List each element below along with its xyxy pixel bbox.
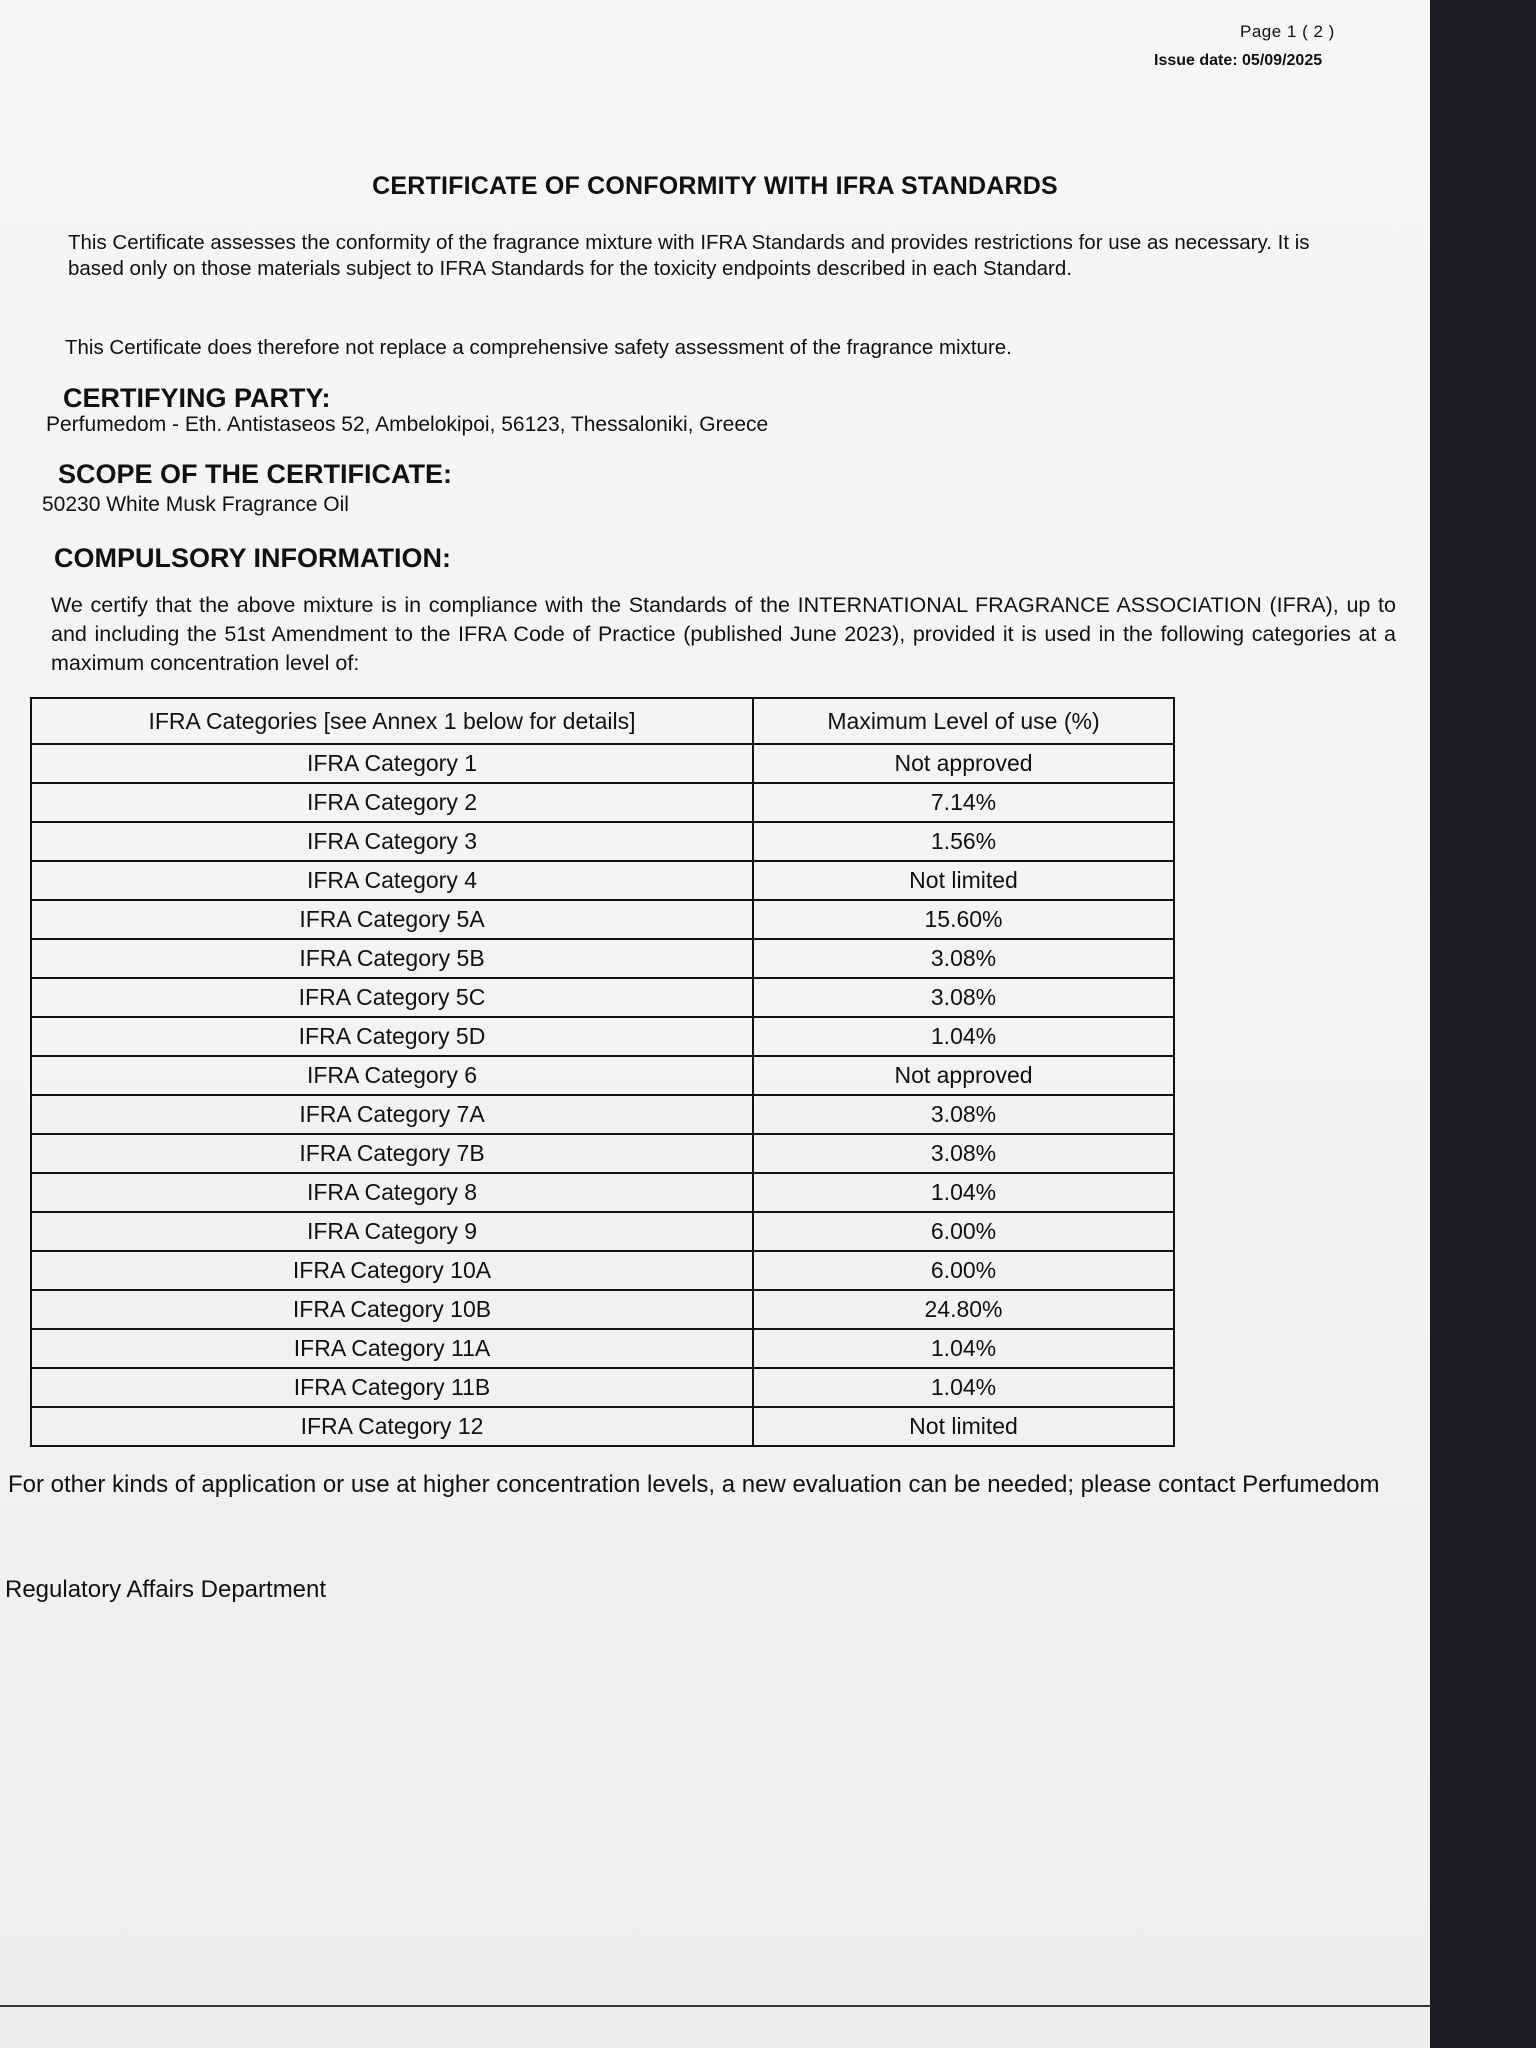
ifra-category-table <box>30 697 1175 1447</box>
intro-paragraph: This Certificate assesses the conformity of the fragrance mixture with IFRA Standards and provides restrictions for use as necessary. It is based only on those materials subject to IFRA Standards for the toxicity endpoints described in each Standard. <box>68 231 1310 280</box>
max-level-cell: 1.56% <box>753 822 1174 861</box>
column-header-max-level: Maximum Level of use (%) <box>753 698 1174 744</box>
table-row <box>31 1017 1174 1056</box>
bottom-rule <box>0 2005 1430 2007</box>
max-level-cell: 7.14% <box>753 783 1174 822</box>
category-cell: IFRA Category 5D <box>31 1017 753 1056</box>
page-number: Page 1 ( 2 ) <box>1240 22 1335 41</box>
category-cell: IFRA Category 10B <box>31 1290 753 1329</box>
scope-heading: SCOPE OF THE CERTIFICATE: <box>58 459 453 489</box>
table-row <box>31 822 1174 861</box>
department-name: Regulatory Affairs Department <box>5 1576 327 1603</box>
table-body <box>31 744 1174 1446</box>
table-row <box>31 1173 1174 1212</box>
table-row <box>31 1056 1174 1095</box>
max-level-cell: 6.00% <box>753 1251 1174 1290</box>
category-cell: IFRA Category 7A <box>31 1095 753 1134</box>
table-row <box>31 1095 1174 1134</box>
category-cell: IFRA Category 11B <box>31 1368 753 1407</box>
certifying-party-heading: CERTIFYING PARTY: <box>63 383 331 413</box>
compulsory-heading: COMPULSORY INFORMATION: <box>54 543 451 573</box>
table-row <box>31 900 1174 939</box>
compulsory-text: We certify that the above mixture is in compliance with the Standards of the INTERNATIONAL FRAGRANCE ASSOCIATION (IFRA), up to and including the 51st Amendment to the IFRA Code of Practice (published June 2023), provided it is used in the following categories at a maximum concentration level of: <box>51 593 1396 675</box>
max-level-cell: 1.04% <box>753 1368 1174 1407</box>
category-cell: IFRA Category 10A <box>31 1251 753 1290</box>
column-header-category: IFRA Categories [see Annex 1 below for details] <box>31 698 753 744</box>
category-cell: IFRA Category 1 <box>31 744 753 783</box>
max-level-cell: 1.04% <box>753 1329 1174 1368</box>
disclaimer-paragraph: This Certificate does therefore not replace a comprehensive safety assessment of the fragrance mixture. <box>65 336 1012 359</box>
max-level-cell: 15.60% <box>753 900 1174 939</box>
issue-date: Issue date: 05/09/2025 <box>1154 52 1323 69</box>
category-cell: IFRA Category 5B <box>31 939 753 978</box>
table-row <box>31 1134 1174 1173</box>
max-level-cell: 6.00% <box>753 1212 1174 1251</box>
category-cell: IFRA Category 7B <box>31 1134 753 1173</box>
category-cell: IFRA Category 3 <box>31 822 753 861</box>
category-cell: IFRA Category 6 <box>31 1056 753 1095</box>
table-row <box>31 939 1174 978</box>
max-level-cell: 1.04% <box>753 1017 1174 1056</box>
category-cell: IFRA Category 11A <box>31 1329 753 1368</box>
category-cell: IFRA Category 4 <box>31 861 753 900</box>
table-row <box>31 1290 1174 1329</box>
category-cell: IFRA Category 12 <box>31 1407 753 1446</box>
table-row <box>31 1251 1174 1290</box>
table-header-row <box>31 698 1174 744</box>
max-level-cell: 3.08% <box>753 978 1174 1017</box>
table-row <box>31 978 1174 1017</box>
max-level-cell: Not approved <box>753 744 1174 783</box>
max-level-cell: Not approved <box>753 1056 1174 1095</box>
max-level-cell: Not limited <box>753 1407 1174 1446</box>
table-row <box>31 861 1174 900</box>
category-cell: IFRA Category 9 <box>31 1212 753 1251</box>
scope-text: 50230 White Musk Fragrance Oil <box>42 493 349 516</box>
category-cell: IFRA Category 2 <box>31 783 753 822</box>
max-level-cell: 1.04% <box>753 1173 1174 1212</box>
category-cell: IFRA Category 8 <box>31 1173 753 1212</box>
table-row <box>31 1368 1174 1407</box>
document-title: CERTIFICATE OF CONFORMITY WITH IFRA STANDARDS <box>372 172 1058 200</box>
category-cell: IFRA Category 5C <box>31 978 753 1017</box>
table-row <box>31 744 1174 783</box>
max-level-cell: 3.08% <box>753 1134 1174 1173</box>
table-row <box>31 1329 1174 1368</box>
category-cell: IFRA Category 5A <box>31 900 753 939</box>
table-row <box>31 1407 1174 1446</box>
footer-note: For other kinds of application or use at higher concentration levels, a new evaluation can be needed; please contact Perfumedom <box>8 1471 1380 1498</box>
max-level-cell: 24.80% <box>753 1290 1174 1329</box>
max-level-cell: 3.08% <box>753 1095 1174 1134</box>
table-row <box>31 1212 1174 1251</box>
certifying-party-text: Perfumedom - Eth. Antistaseos 52, Ambelokipoi, 56123, Thessaloniki, Greece <box>46 413 769 436</box>
max-level-cell: 3.08% <box>753 939 1174 978</box>
table-row <box>31 783 1174 822</box>
max-level-cell: Not limited <box>753 861 1174 900</box>
